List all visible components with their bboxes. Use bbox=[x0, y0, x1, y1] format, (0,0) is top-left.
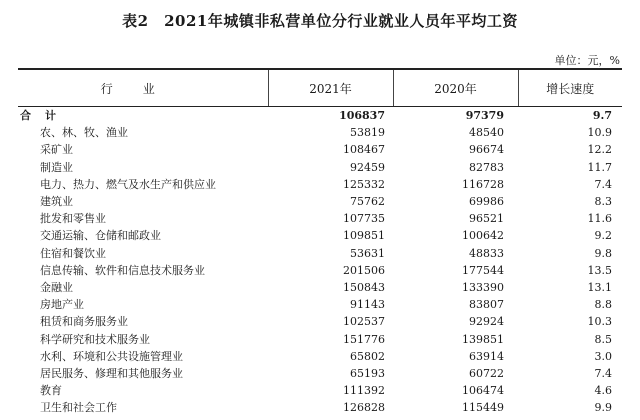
wage-table bbox=[18, 68, 622, 416]
header-2020: 2020年 bbox=[393, 69, 518, 107]
growth-cell: 9.2 bbox=[594, 229, 612, 243]
unit-note: 单位：元，% bbox=[554, 54, 620, 67]
header-2021: 2021年 bbox=[268, 69, 393, 107]
growth-cell: 3.0 bbox=[594, 349, 612, 363]
industry-cell: 租赁和商务服务业 bbox=[40, 315, 128, 329]
growth-cell: 8.8 bbox=[594, 298, 612, 312]
wage-2020-cell: 96521 bbox=[469, 212, 504, 226]
table-row bbox=[18, 124, 622, 141]
table-row bbox=[18, 330, 622, 347]
table-row bbox=[18, 141, 622, 158]
wage-2021-cell: 65193 bbox=[350, 366, 385, 380]
table-row bbox=[18, 279, 622, 296]
growth-cell: 7.4 bbox=[594, 177, 612, 191]
table-row bbox=[18, 245, 622, 262]
table-row bbox=[18, 365, 622, 382]
wage-2021-cell: 125332 bbox=[343, 177, 385, 191]
industry-cell: 科学研究和技术服务业 bbox=[40, 332, 150, 346]
growth-cell: 8.3 bbox=[594, 195, 612, 209]
wage-2020-cell: 133390 bbox=[462, 280, 504, 294]
table-title: 表2 2021年城镇非私营单位分行业就业人员年平均工资 bbox=[122, 12, 518, 30]
table-row bbox=[18, 399, 622, 416]
header-row bbox=[18, 69, 622, 107]
wage-2021-cell: 75762 bbox=[350, 195, 385, 209]
industry-cell: 批发和零售业 bbox=[40, 212, 106, 226]
wage-2020-cell: 116728 bbox=[462, 177, 504, 191]
wage-2020-cell: 63914 bbox=[469, 349, 504, 363]
industry-cell: 交通运输、仓储和邮政业 bbox=[40, 229, 161, 243]
table-row bbox=[18, 313, 622, 330]
wage-2021-cell: 107735 bbox=[343, 212, 385, 226]
wage-2020-cell: 139851 bbox=[462, 332, 504, 346]
wage-2021-cell: 53819 bbox=[350, 126, 385, 140]
wage-2021-cell: 150843 bbox=[343, 280, 385, 294]
growth-cell: 9.8 bbox=[594, 246, 612, 260]
wage-2021-cell: 108467 bbox=[343, 143, 385, 157]
wage-2020-cell: 69986 bbox=[469, 195, 504, 209]
growth-cell: 11.6 bbox=[587, 212, 612, 226]
wage-2021-cell: 111392 bbox=[343, 384, 385, 398]
industry-cell: 居民服务、修理和其他服务业 bbox=[40, 366, 183, 380]
growth-cell: 8.5 bbox=[594, 332, 612, 346]
wage-2020-cell: 48540 bbox=[469, 126, 504, 140]
growth-cell: 9.9 bbox=[594, 401, 612, 415]
wage-2020-cell: 82783 bbox=[469, 160, 504, 174]
growth-cell: 10.3 bbox=[587, 315, 612, 329]
wage-2021-cell: 65802 bbox=[350, 349, 385, 363]
growth-cell: 13.5 bbox=[587, 263, 612, 277]
header-industry: 行业 bbox=[18, 69, 268, 107]
header-growth: 增长速度 bbox=[518, 69, 622, 107]
growth-cell: 13.1 bbox=[587, 280, 612, 294]
industry-cell: 制造业 bbox=[40, 160, 73, 174]
growth-cell: 7.4 bbox=[594, 366, 612, 380]
wage-2020-cell: 48833 bbox=[469, 246, 504, 260]
industry-cell: 信息传输、软件和信息技术服务业 bbox=[40, 263, 205, 277]
wage-2020-cell: 83807 bbox=[469, 298, 504, 312]
table-row bbox=[18, 159, 622, 176]
growth-cell: 11.7 bbox=[587, 160, 612, 174]
wage-2021-cell: 102537 bbox=[343, 315, 385, 329]
industry-cell: 电力、热力、燃气及水生产和供应业 bbox=[40, 177, 216, 191]
growth-cell: 9.7 bbox=[592, 109, 612, 123]
table-row bbox=[18, 262, 622, 279]
wage-2020-cell: 100642 bbox=[462, 229, 504, 243]
table-body bbox=[18, 107, 622, 417]
industry-cell: 农、林、牧、渔业 bbox=[40, 126, 128, 140]
table-row bbox=[18, 382, 622, 399]
industry-cell: 住宿和餐饮业 bbox=[40, 246, 106, 260]
industry-cell: 建筑业 bbox=[40, 195, 73, 209]
total-row bbox=[18, 107, 622, 125]
table-row bbox=[18, 193, 622, 210]
industry-cell: 合计 bbox=[20, 109, 70, 123]
growth-cell: 12.2 bbox=[587, 143, 612, 157]
growth-cell: 10.9 bbox=[587, 126, 612, 140]
wage-2020-cell: 106474 bbox=[462, 384, 504, 398]
table-row bbox=[18, 348, 622, 365]
industry-cell: 教育 bbox=[40, 384, 62, 398]
growth-cell: 4.6 bbox=[594, 384, 612, 398]
wage-2021-cell: 53631 bbox=[350, 246, 385, 260]
table-row bbox=[18, 176, 622, 193]
wage-2020-cell: 60722 bbox=[469, 366, 504, 380]
industry-cell: 卫生和社会工作 bbox=[40, 401, 117, 415]
industry-cell: 水利、环境和公共设施管理业 bbox=[40, 349, 183, 363]
wage-2020-cell: 115449 bbox=[462, 401, 504, 415]
table-row bbox=[18, 210, 622, 227]
wage-2020-cell: 92924 bbox=[469, 315, 504, 329]
wage-2021-cell: 109851 bbox=[343, 229, 385, 243]
wage-2021-cell: 201506 bbox=[343, 263, 385, 277]
wage-2021-cell: 91143 bbox=[350, 298, 385, 312]
industry-cell: 金融业 bbox=[40, 280, 73, 294]
industry-cell: 房地产业 bbox=[40, 298, 84, 312]
wage-2020-cell: 96674 bbox=[469, 143, 504, 157]
wage-2021-cell: 151776 bbox=[343, 332, 385, 346]
wage-2021-cell: 126828 bbox=[343, 401, 385, 415]
table-row bbox=[18, 227, 622, 244]
wage-2020-cell: 177544 bbox=[462, 263, 504, 277]
table-row bbox=[18, 296, 622, 313]
wage-2020-cell: 97379 bbox=[465, 109, 504, 123]
wage-2021-cell: 92459 bbox=[350, 160, 385, 174]
industry-cell: 采矿业 bbox=[40, 143, 73, 157]
wage-2021-cell: 106837 bbox=[339, 109, 385, 123]
